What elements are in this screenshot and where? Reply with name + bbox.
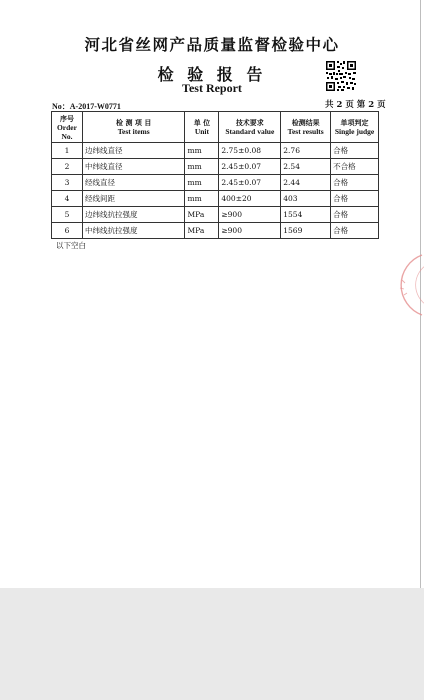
cell-no: 5	[52, 207, 83, 223]
table-row	[52, 223, 379, 239]
page-count: 共 2 页 第 2 页	[325, 100, 386, 110]
header-unit: 单 位 Unit	[185, 112, 219, 143]
table-row	[52, 143, 379, 159]
header-items: 检 测 项 目 Test items	[82, 112, 185, 143]
report-title-cn: 检 验 报 告	[157, 65, 267, 84]
cell-unit: mm	[185, 159, 219, 175]
cell-unit: mm	[185, 143, 219, 159]
cell-item: 经线直径	[82, 175, 185, 191]
cell-standard: 400±20	[219, 191, 281, 207]
cell-judge: 不合格	[331, 159, 379, 175]
results-table	[51, 111, 379, 239]
organization-name: 河北省丝网产品质量监督检验中心	[84, 35, 340, 54]
table-row	[52, 159, 379, 175]
cell-item: 边纬线抗拉强度	[82, 207, 185, 223]
cell-no: 1	[52, 143, 83, 159]
document-number: No：A-2017-W0771	[52, 102, 121, 111]
cell-standard: 2.75±0.08	[219, 143, 281, 159]
cell-no: 2	[52, 159, 83, 175]
cell-result: 1554	[281, 207, 331, 223]
cell-standard: 2.45±0.07	[219, 159, 281, 175]
cell-judge: 合格	[331, 191, 379, 207]
cell-no: 3	[52, 175, 83, 191]
header-results: 检测结果 Test results	[281, 112, 331, 143]
cell-no: 6	[52, 223, 83, 239]
cell-item: 中纬线抗拉强度	[82, 223, 185, 239]
cell-result: 2.54	[281, 159, 331, 175]
header-order: 序号 Order No.	[52, 112, 83, 143]
table-row	[52, 191, 379, 207]
report-title-en: Test Report	[182, 81, 242, 95]
cell-standard: ≥900	[219, 207, 281, 223]
header-standard: 技术要求 Standard value	[219, 112, 281, 143]
table-row	[52, 175, 379, 191]
cell-judge: 合格	[331, 207, 379, 223]
cell-result: 403	[281, 191, 331, 207]
header-judge: 单项判定 Single judge	[331, 112, 379, 143]
cell-result: 2.44	[281, 175, 331, 191]
cell-unit: MPa	[185, 207, 219, 223]
table-row	[52, 207, 379, 223]
blank-below-note: 以下空白	[56, 241, 86, 250]
qr-code-icon	[325, 60, 357, 92]
cell-judge: 合格	[331, 223, 379, 239]
cell-standard: 2.45±0.07	[219, 175, 281, 191]
cell-item: 经线间距	[82, 191, 185, 207]
red-seal-stamp	[392, 250, 424, 320]
cell-judge: 合格	[331, 175, 379, 191]
cell-judge: 合格	[331, 143, 379, 159]
cell-no: 4	[52, 191, 83, 207]
cell-unit: mm	[185, 175, 219, 191]
cell-standard: ≥900	[219, 223, 281, 239]
cell-item: 边纬线直径	[82, 143, 185, 159]
cell-result: 1569	[281, 223, 331, 239]
cell-unit: mm	[185, 191, 219, 207]
cell-item: 中纬线直径	[82, 159, 185, 175]
cell-result: 2.76	[281, 143, 331, 159]
cell-unit: MPa	[185, 223, 219, 239]
table-header-row	[52, 112, 379, 143]
